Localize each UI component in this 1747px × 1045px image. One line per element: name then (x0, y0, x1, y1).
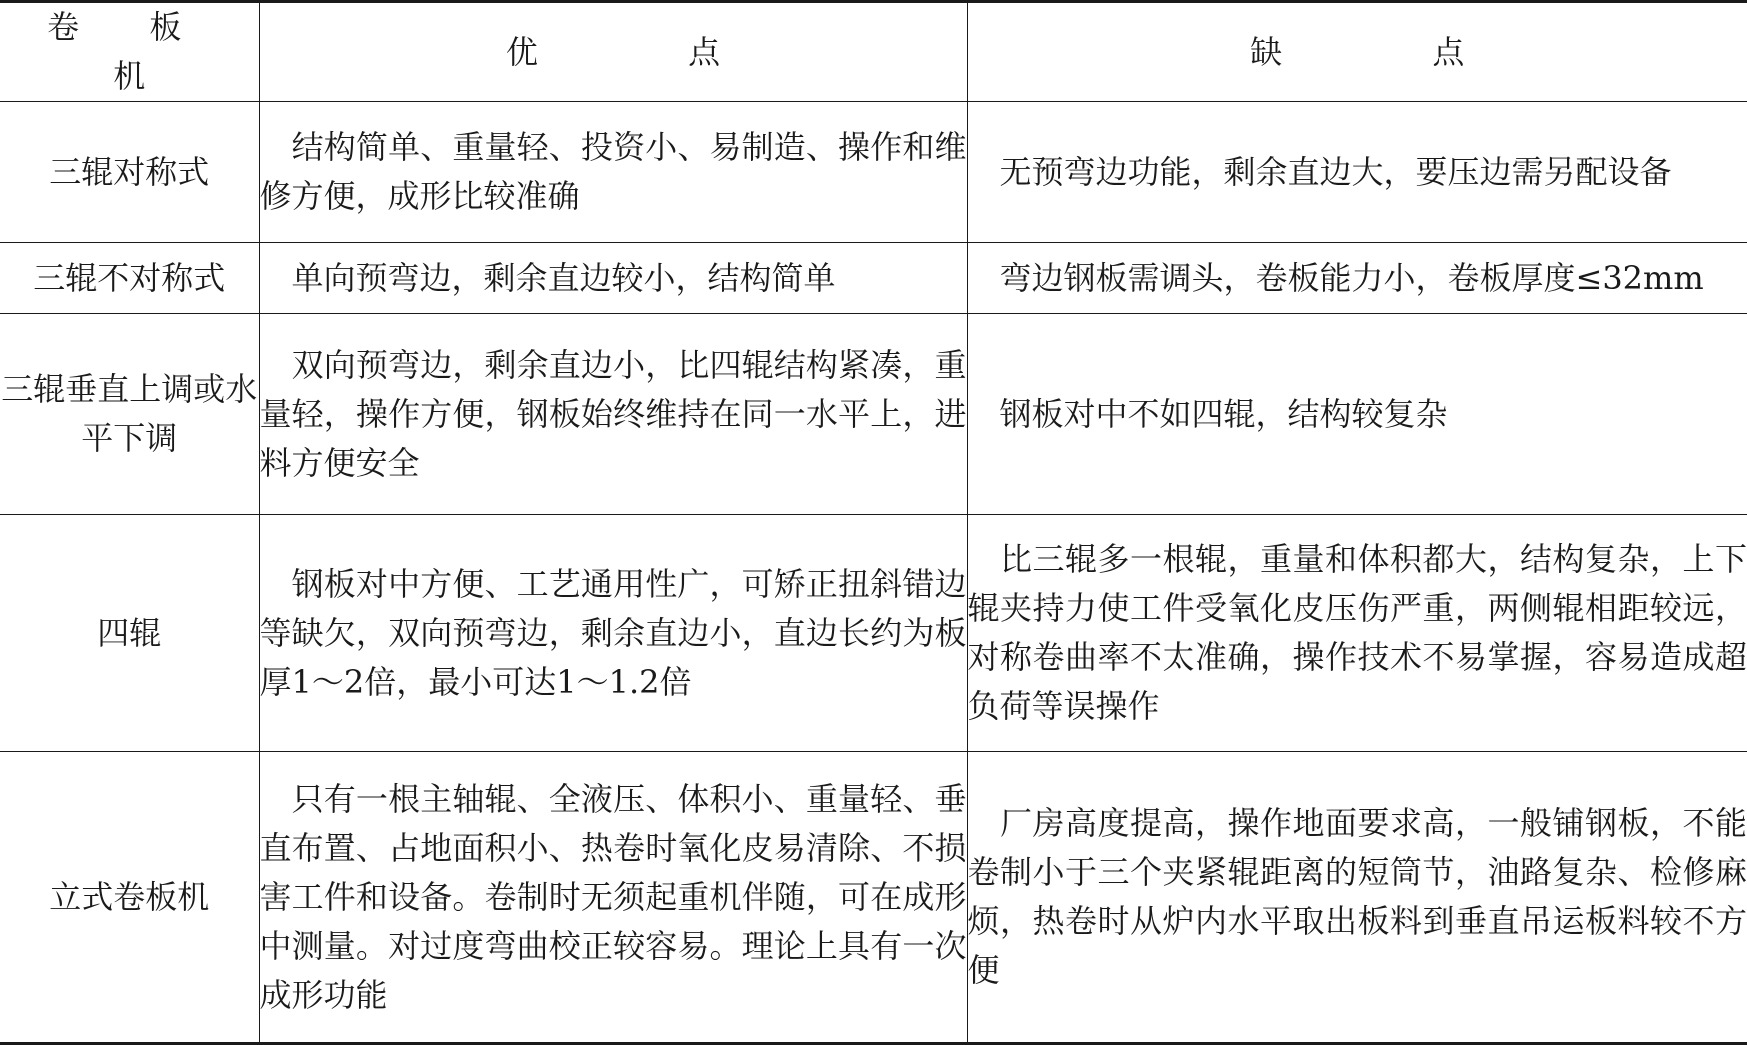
header-machine: 卷 板 机 (0, 2, 259, 102)
table-row (0, 752, 1747, 1044)
advantages-cell: 结构简单、重量轻、投资小、易制造、操作和维修方便，成形比较准确 (259, 102, 967, 243)
header-advantages: 优 点 (259, 2, 967, 102)
disadvantages-cell: 厂房高度提高，操作地面要求高，一般铺钢板，不能卷制小于三个夹紧辊距离的短筒节，油路复杂、检修麻烦，热卷时从炉内水平取出板料到垂直吊运板料较不方便 (967, 752, 1747, 1044)
header-row (0, 2, 1747, 102)
advantages-cell: 单向预弯边，剩余直边较小，结构简单 (259, 243, 967, 314)
machine-name: 立式卷板机 (0, 752, 259, 1044)
disadvantages-cell: 弯边钢板需调头，卷板能力小，卷板厚度≤32mm (967, 243, 1747, 314)
disadvantages-cell: 钢板对中不如四辊，结构较复杂 (967, 314, 1747, 515)
machine-name: 三辊垂直上调或水平下调 (0, 314, 259, 515)
table-row (0, 314, 1747, 515)
advantages-cell: 钢板对中方便、工艺通用性广，可矫正扭斜错边等缺欠，双向预弯边，剩余直边小，直边长约为板厚1～2倍，最小可达1～1.2倍 (259, 515, 967, 752)
table-row (0, 102, 1747, 243)
advantages-cell: 只有一根主轴辊、全液压、体积小、重量轻、垂直布置、占地面积小、热卷时氧化皮易清除、不损害工件和设备。卷制时无须起重机伴随，可在成形中测量。对过度弯曲校正较容易。理论上具有一次成形功能 (259, 752, 967, 1044)
header-disadvantages: 缺 点 (967, 2, 1747, 102)
machine-name: 三辊对称式 (0, 102, 259, 243)
table-row (0, 515, 1747, 752)
table-row (0, 243, 1747, 314)
machine-name: 四辊 (0, 515, 259, 752)
disadvantages-cell: 比三辊多一根辊，重量和体积都大，结构复杂，上下辊夹持力使工件受氧化皮压伤严重，两侧辊相距较远，对称卷曲率不太准确，操作技术不易掌握，容易造成超负荷等误操作 (967, 515, 1747, 752)
machine-name: 三辊不对称式 (0, 243, 259, 314)
disadvantages-cell: 无预弯边功能，剩余直边大，要压边需另配设备 (967, 102, 1747, 243)
advantages-cell: 双向预弯边，剩余直边小，比四辊结构紧凑，重量轻，操作方便，钢板始终维持在同一水平上，进料方便安全 (259, 314, 967, 515)
